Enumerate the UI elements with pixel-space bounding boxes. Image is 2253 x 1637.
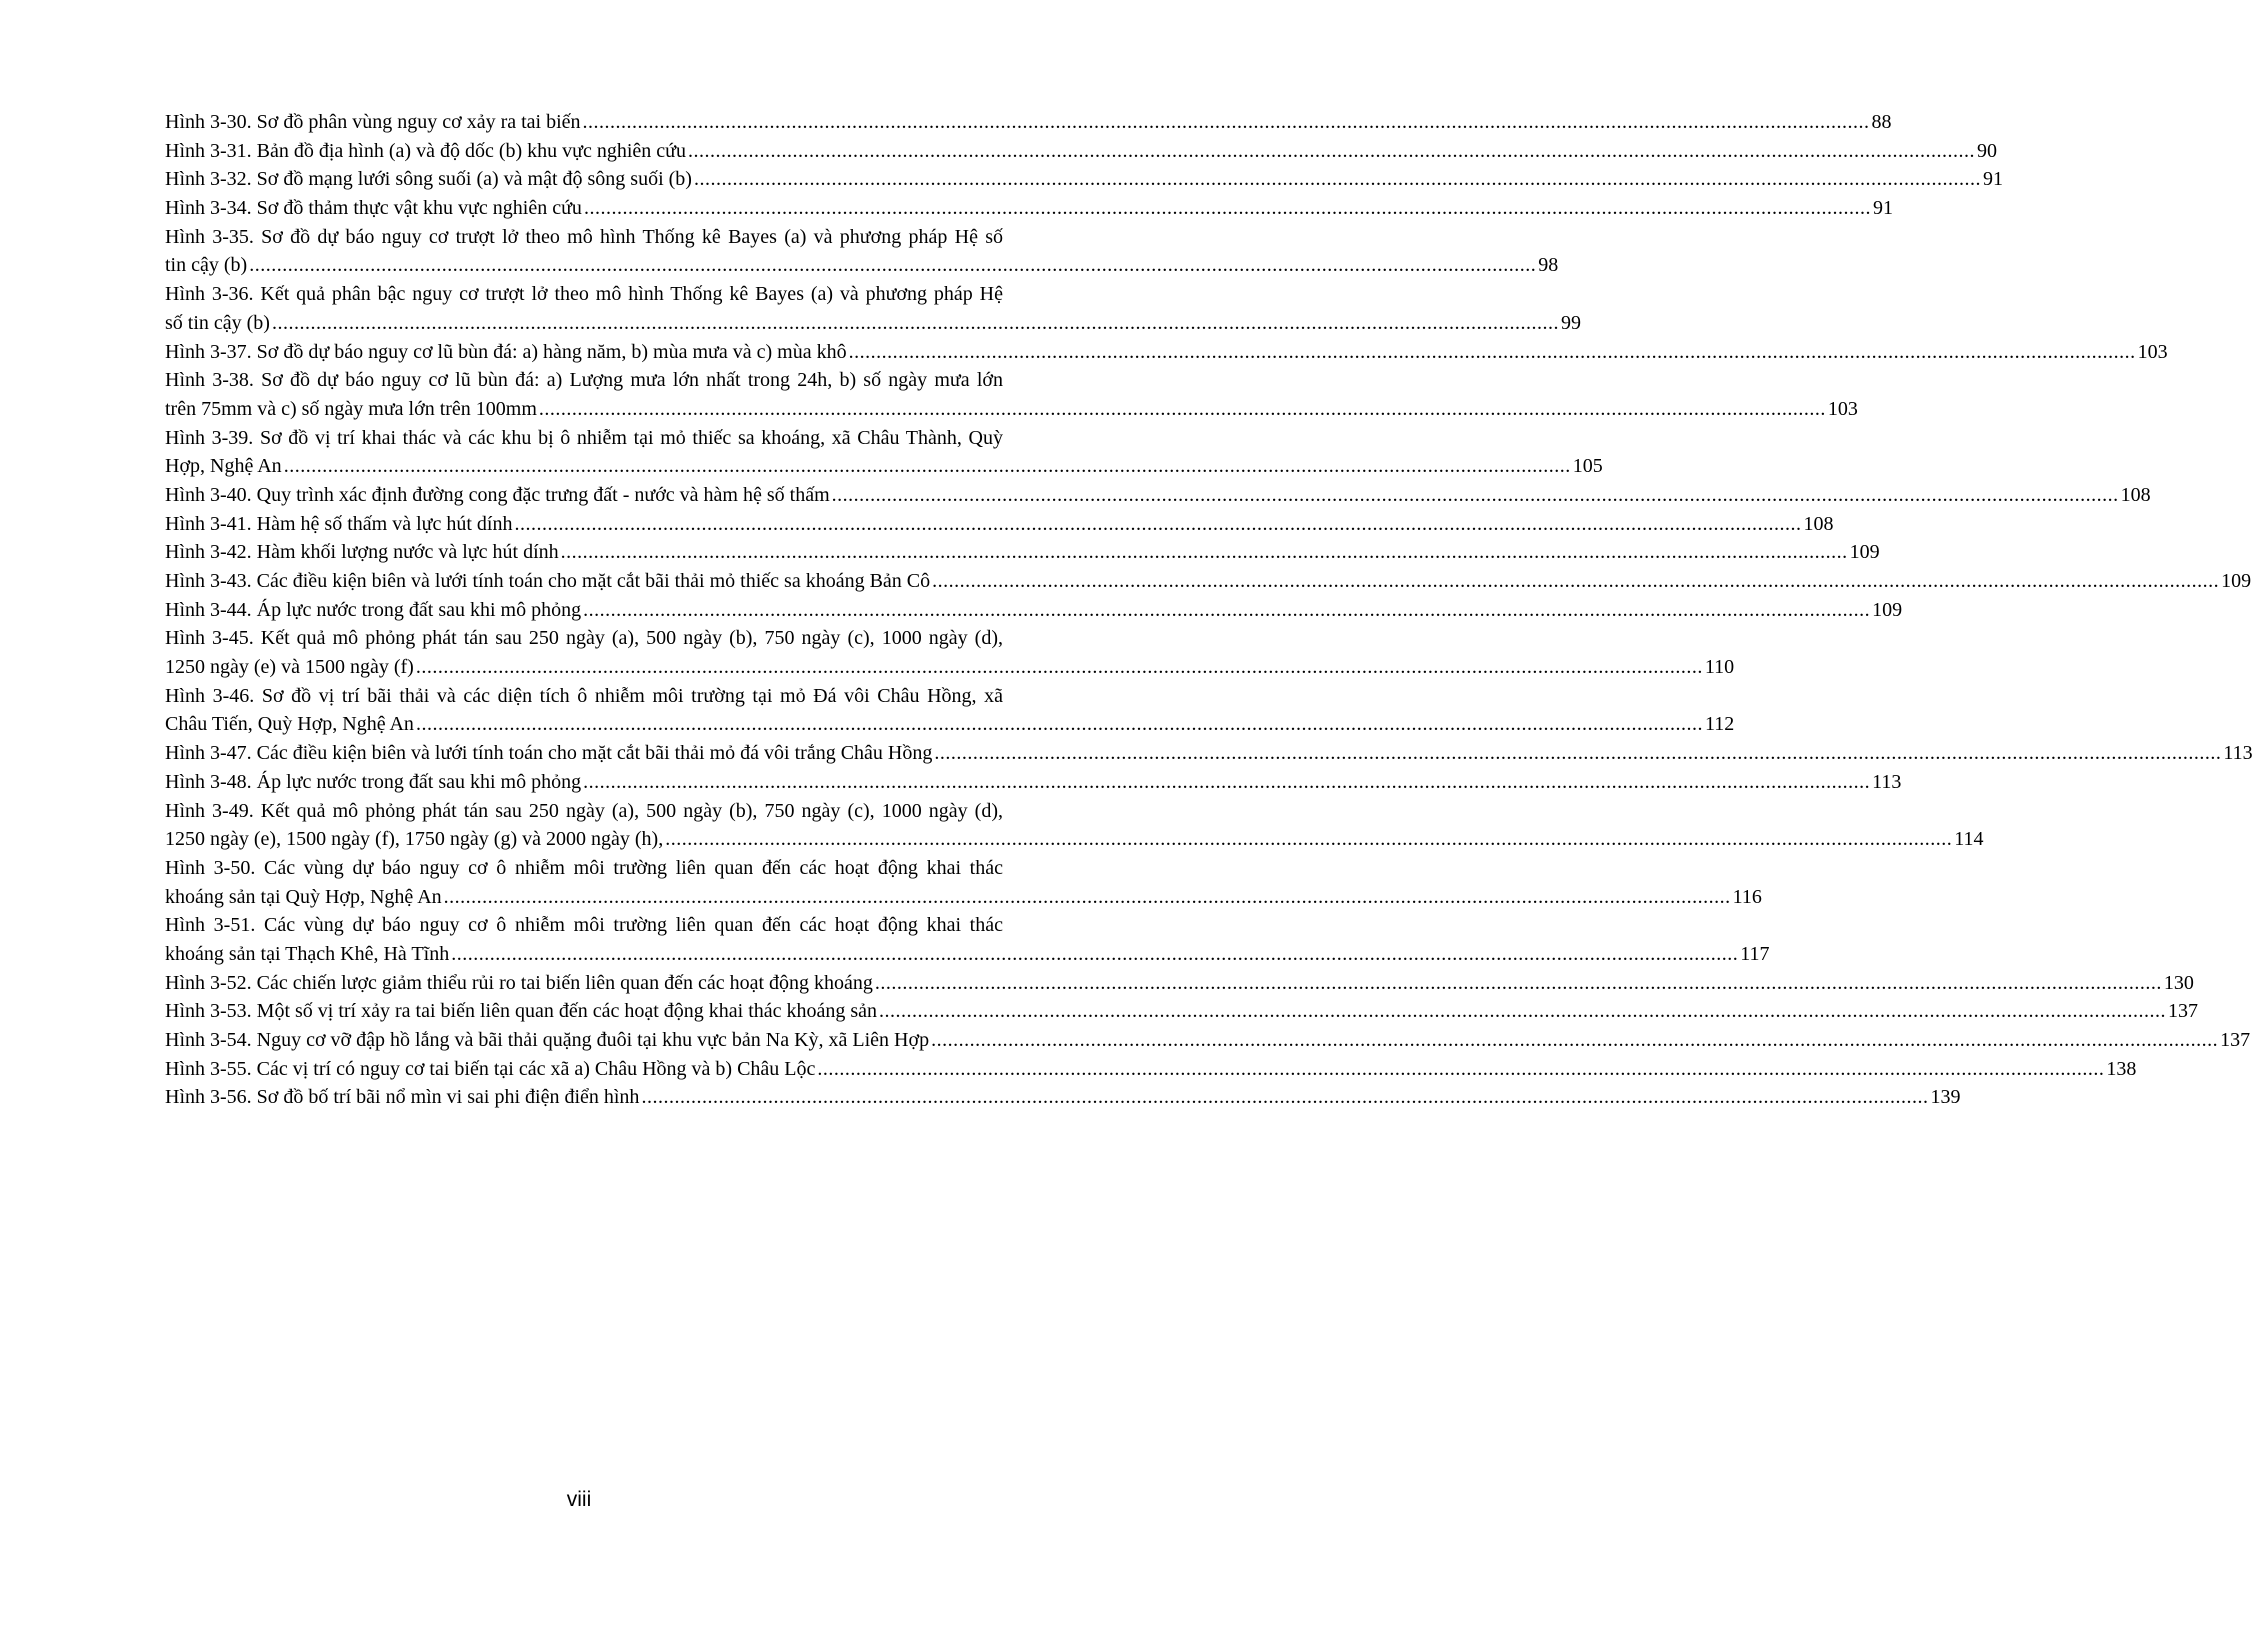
toc-entry-title: Hình 3-51. Các vùng dự báo nguy cơ ô nhiễm môi trường liên quan đến các hoạt động khai thác bbox=[165, 914, 1003, 937]
toc-entry-title: Hình 3-43. Các điều kiện biên và lưới tính toán cho mặt cắt bãi thải mỏ thiếc sa khoáng Bản Cô bbox=[165, 570, 931, 592]
toc-entry-title: khoáng sản tại Thạch Khê, Hà Tĩnh bbox=[165, 942, 450, 965]
toc-entry-title: Hình 3-45. Kết quả mô phỏng phát tán sau 250 ngày (a), 500 ngày (b), 750 ngày (c), 1000 ngày (d), bbox=[165, 627, 1003, 650]
dot-leader bbox=[583, 596, 1870, 625]
dot-leader bbox=[879, 997, 2166, 1026]
toc-entry-title: Hình 3-38. Sơ đồ dự báo nguy cơ lũ bùn đá: a) Lượng mưa lớn nhất trong 24h, b) số ngày mưa lớn bbox=[165, 369, 1003, 392]
toc-entry-title: Hình 3-52. Các chiến lược giảm thiểu rủi ro tai biến liên quan đến các hoạt động khoáng bbox=[165, 971, 873, 994]
toc-entry-page-number: 108 bbox=[1803, 512, 1834, 535]
toc-entry-title: Hình 3-50. Các vùng dự báo nguy cơ ô nhiễm môi trường liên quan đến các hoạt động khai thác bbox=[165, 856, 1003, 879]
toc-entry-page-number: 99 bbox=[1560, 311, 1581, 334]
toc-entry-title: Hình 3-36. Kết quả phân bậc nguy cơ trượt lở theo mô hình Thống kê Bayes (a) và phương pháp Hệ bbox=[165, 283, 1003, 306]
toc-entry-title: Hình 3-47. Các điều kiện biên và lưới tính toán cho mặt cắt bãi thải mỏ đá vôi trắng Châu Hồng bbox=[165, 742, 933, 765]
toc-entry[interactable] bbox=[165, 366, 1858, 423]
toc-entry[interactable] bbox=[165, 739, 2253, 768]
toc-entry-page-number: 109 bbox=[1849, 541, 1880, 564]
toc-entry[interactable] bbox=[165, 137, 1998, 166]
toc-entry-page-number: 137 bbox=[2220, 1029, 2251, 1051]
toc-entry-page-number: 112 bbox=[1704, 713, 1735, 736]
dot-leader bbox=[688, 137, 1975, 166]
toc-entry[interactable] bbox=[165, 768, 1902, 797]
toc-entry-page-number: 91 bbox=[1982, 168, 2003, 191]
toc-entry-page-number: 105 bbox=[1572, 455, 1603, 478]
toc-entry[interactable] bbox=[165, 997, 2199, 1026]
toc-entry-page-number: 103 bbox=[1827, 397, 1858, 420]
toc-entry-page-number: 108 bbox=[2120, 483, 2151, 506]
toc-entry[interactable] bbox=[165, 338, 2168, 367]
dot-leader bbox=[284, 452, 1571, 481]
dot-leader bbox=[875, 969, 2162, 998]
toc-entry[interactable] bbox=[165, 911, 1770, 968]
toc-entry-title: Hình 3-48. Áp lực nước trong đất sau khi mô phỏng bbox=[165, 770, 582, 793]
toc-entry-page-number: 137 bbox=[2168, 1000, 2199, 1023]
dot-leader bbox=[932, 567, 2219, 596]
toc-entry[interactable] bbox=[165, 424, 1603, 481]
dot-leader bbox=[539, 395, 1826, 424]
toc-entry[interactable] bbox=[165, 538, 1880, 567]
toc-entry-page-number: 116 bbox=[1732, 885, 1762, 908]
toc-entry-title: Hình 3-42. Hàm khối lượng nước và lực hút dính bbox=[165, 541, 559, 564]
toc-entry-page-number: 113 bbox=[1872, 770, 1902, 793]
toc-entry-title: khoáng sản tại Quỳ Hợp, Nghệ An bbox=[165, 885, 442, 908]
table-of-figures bbox=[165, 108, 2253, 1112]
dot-leader bbox=[849, 338, 2136, 367]
toc-entry-page-number: 117 bbox=[1740, 942, 1770, 965]
toc-entry[interactable] bbox=[165, 596, 1903, 625]
toc-entry-page-number: 98 bbox=[1538, 254, 1559, 277]
toc-entry-title: Hình 3-53. Một số vị trí xảy ra tai biến liên quan đến các hoạt động khai thác khoáng sản bbox=[165, 1000, 878, 1023]
dot-leader bbox=[249, 251, 1536, 280]
toc-entry-title: tin cậy (b) bbox=[165, 254, 248, 277]
toc-entry[interactable] bbox=[165, 624, 1735, 681]
toc-entry-title: số tin cậy (b) bbox=[165, 311, 270, 334]
dot-leader bbox=[416, 710, 1703, 739]
toc-entry[interactable] bbox=[165, 165, 2003, 194]
toc-entry[interactable] bbox=[165, 682, 1735, 739]
toc-entry-title: Hình 3-35. Sơ đồ dự báo nguy cơ trượt lở theo mô hình Thống kê Bayes (a) và phương pháp Hệ số bbox=[165, 225, 1003, 248]
dot-leader bbox=[934, 739, 2221, 768]
dot-leader bbox=[272, 309, 1559, 338]
toc-entry-title: Hình 3-34. Sơ đồ thảm thực vật khu vực nghiên cứu bbox=[165, 197, 582, 220]
toc-entry-title: Hình 3-55. Các vị trí có nguy cơ tai biến tại các xã a) Châu Hồng và b) Châu Lộc bbox=[165, 1057, 816, 1080]
toc-entry-page-number: 90 bbox=[1977, 139, 1998, 162]
toc-entry[interactable] bbox=[165, 567, 2252, 596]
toc-entry-title: Hình 3-41. Hàm hệ số thấm và lực hút dính bbox=[165, 512, 513, 535]
toc-entry-page-number: 139 bbox=[1930, 1086, 1961, 1109]
toc-entry-page-number: 130 bbox=[2163, 971, 2194, 994]
toc-entry-title: Châu Tiến, Quỳ Hợp, Nghệ An bbox=[165, 713, 414, 736]
toc-entry-title: Hình 3-44. Áp lực nước trong đất sau khi mô phỏng bbox=[165, 598, 582, 621]
toc-entry[interactable] bbox=[165, 280, 1581, 337]
toc-entry-title: Hình 3-31. Bản đồ địa hình (a) và độ dốc (b) khu vực nghiên cứu bbox=[165, 139, 687, 162]
toc-entry-page-number: 109 bbox=[2221, 570, 2252, 592]
dot-leader bbox=[416, 653, 1703, 682]
dot-leader bbox=[451, 940, 1738, 969]
dot-leader bbox=[583, 768, 1870, 797]
toc-entry-page-number: 113 bbox=[2223, 742, 2253, 765]
toc-entry-title: Hình 3-39. Sơ đồ vị trí khai thác và các khu bị ô nhiễm tại mỏ thiếc sa khoáng, xã Châu Thành, Quỳ bbox=[165, 426, 1003, 449]
toc-entry-title: Hình 3-37. Sơ đồ dự báo nguy cơ lũ bùn đá: a) hàng năm, b) mùa mưa và c) mùa khô bbox=[165, 340, 847, 363]
toc-entry-page-number: 110 bbox=[1704, 656, 1735, 679]
dot-leader bbox=[583, 108, 1870, 137]
dot-leader bbox=[931, 1026, 2218, 1055]
toc-entry[interactable] bbox=[165, 969, 2194, 998]
toc-entry-title: Hình 3-32. Sơ đồ mạng lưới sông suối (a) và mật độ sông suối (b) bbox=[165, 168, 692, 191]
toc-entry[interactable] bbox=[165, 223, 1559, 280]
dot-leader bbox=[665, 825, 1952, 854]
toc-entry-page-number: 109 bbox=[1872, 598, 1903, 621]
toc-entry-title: Hợp, Nghệ An bbox=[165, 455, 282, 478]
toc-entry[interactable] bbox=[165, 854, 1762, 911]
toc-entry[interactable] bbox=[165, 1083, 1961, 1112]
toc-entry-page-number: 114 bbox=[1954, 828, 1984, 851]
toc-entry[interactable] bbox=[165, 1055, 2137, 1084]
toc-entry[interactable] bbox=[165, 797, 1984, 854]
toc-entry-page-number: 138 bbox=[2106, 1057, 2137, 1080]
toc-entry-title: Hình 3-46. Sơ đồ vị trí bãi thải và các diện tích ô nhiễm môi trường tại mỏ Đá vôi Châu Hồng, xã bbox=[165, 684, 1003, 707]
dot-leader bbox=[584, 194, 1871, 223]
dot-leader bbox=[514, 510, 1801, 539]
toc-entry[interactable] bbox=[165, 194, 1893, 223]
toc-entry-title: Hình 3-54. Nguy cơ vỡ đập hồ lắng và bãi thải quặng đuôi tại khu vực bản Na Kỳ, xã Liên Hợp bbox=[165, 1029, 930, 1051]
toc-entry[interactable] bbox=[165, 510, 1834, 539]
dot-leader bbox=[561, 538, 1848, 567]
toc-entry-title: Hình 3-30. Sơ đồ phân vùng nguy cơ xảy ra tai biến bbox=[165, 111, 581, 133]
toc-entry-title: trên 75mm và c) số ngày mưa lớn trên 100mm bbox=[165, 397, 537, 420]
toc-entry-page-number: 91 bbox=[1872, 197, 1893, 220]
toc-entry[interactable] bbox=[165, 108, 1892, 137]
dot-leader bbox=[817, 1055, 2104, 1084]
dot-leader bbox=[444, 883, 1731, 912]
dot-leader bbox=[694, 165, 1981, 194]
toc-entry-page-number: 103 bbox=[2137, 340, 2168, 363]
dot-leader bbox=[832, 481, 2119, 510]
toc-entry-page-number: 88 bbox=[1871, 111, 1892, 133]
dot-leader bbox=[641, 1083, 1928, 1112]
toc-entry-title: 1250 ngày (e), 1500 ngày (f), 1750 ngày (g) và 2000 ngày (h), bbox=[165, 828, 664, 851]
toc-entry-title: Hình 3-49. Kết quả mô phỏng phát tán sau 250 ngày (a), 500 ngày (b), 750 ngày (c), 1000 ngày (d), bbox=[165, 799, 1003, 822]
page-number-footer: viii bbox=[566, 1488, 592, 1511]
toc-entry[interactable] bbox=[165, 481, 2151, 510]
toc-entry-title: 1250 ngày (e) và 1500 ngày (f) bbox=[165, 656, 414, 679]
toc-entry-title: Hình 3-56. Sơ đồ bố trí bãi nổ mìn vi sai phi điện điển hình bbox=[165, 1086, 640, 1109]
toc-entry[interactable] bbox=[165, 1026, 2251, 1055]
toc-entry-title: Hình 3-40. Quy trình xác định đường cong đặc trưng đất - nước và hàm hệ số thấm bbox=[165, 483, 830, 506]
